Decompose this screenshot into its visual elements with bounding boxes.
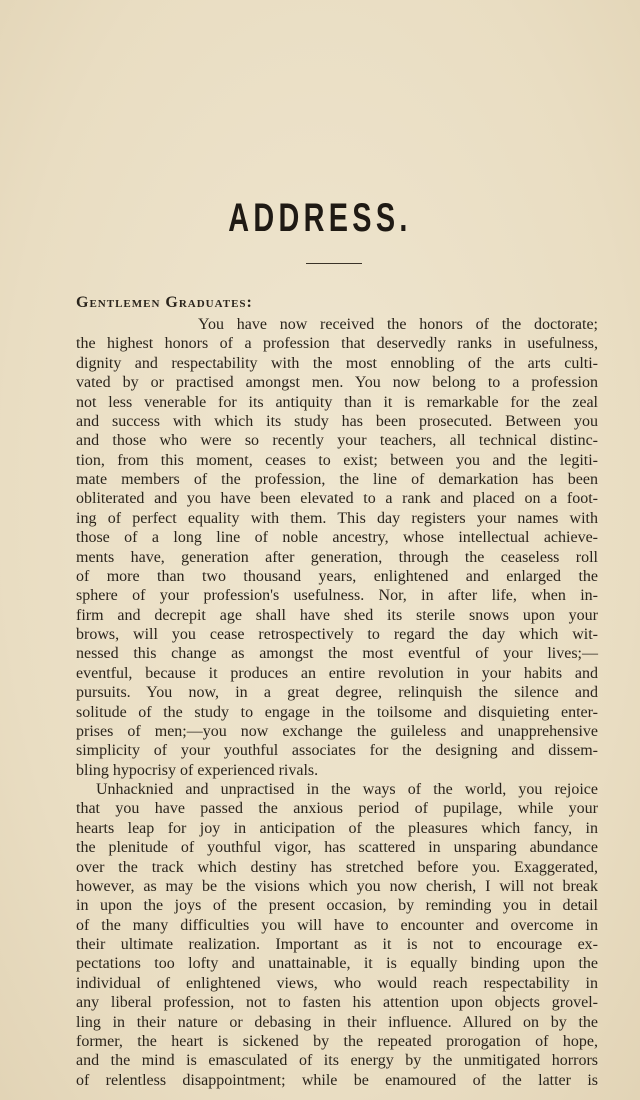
- text-line: tion, from this moment, ceases to exist; between you and the legiti-: [76, 451, 598, 469]
- text-line: of relentless disappointment; while be enamoured of the latter is: [76, 1071, 598, 1089]
- text-line: pectations too lofty and unattainable, it is equally binding upon the: [76, 955, 598, 973]
- text-line: those of a long line of noble ancestry, whose intellectual achieve-: [76, 529, 598, 547]
- text-line: dignity and respectability with the most ennobling of the arts culti-: [76, 354, 598, 372]
- title-rule: [306, 263, 362, 264]
- text-line: however, as may be the visions which you now cherish, I will not break: [76, 877, 598, 895]
- text-line: of more than two thousand years, enlightened and enlarged the: [76, 567, 598, 585]
- text-line: any liberal profession, not to fasten his attention upon objects grovel-: [76, 994, 598, 1012]
- text-line: sphere of your profession's usefulness. Nor, in after life, when in-: [76, 587, 598, 605]
- text-line: simplicity of your youthful associates for the designing and dissem-: [76, 742, 598, 760]
- text-line: hearts leap for joy in anticipation of the pleasures which fancy, in: [76, 819, 598, 837]
- text-line: and the mind is emasculated of its energy by the unmitigated horrors: [76, 1052, 598, 1070]
- text-line: prises of men;—you now exchange the guileless and unapprehensive: [76, 722, 598, 740]
- salutation: Gentlemen Graduates:: [76, 294, 253, 311]
- text-line: and those who were so recently your teachers, all technical distinc-: [76, 432, 598, 450]
- text-line: individual of enlightened views, who would reach respectability in: [76, 974, 598, 992]
- text-line: ments have, generation after generation, through the ceaseless roll: [76, 548, 598, 566]
- text-line: eventful, because it produces an entire revolution in your habits and: [76, 664, 598, 682]
- text-line: solitude of the study to engage in the toilsome and disquieting enter-: [76, 703, 598, 721]
- text-line: mate members of the profession, the line of demarkation has been: [76, 471, 598, 488]
- text-line: their ultimate realization. Important as it is not to encourage ex-: [76, 936, 598, 953]
- text-line: the highest honors of a profession that deservedly ranks in usefulness,: [76, 335, 598, 353]
- page-title: ADDRESS.: [228, 196, 412, 240]
- text-line: You have now received the honors of the doctorate;: [198, 316, 598, 333]
- text-line: that you have passed the anxious period of pupilage, while your: [76, 800, 598, 818]
- text-line: pursuits. You now, in a great degree, relinquish the silence and: [76, 684, 598, 702]
- text-line: nessed this change as amongst the most eventful of your lives;—: [76, 645, 598, 663]
- text-line: in upon the joys of the present occasion, by reminding you in detail: [76, 897, 598, 915]
- text-line: of the many difficulties you will have to encounter and overcome in: [76, 916, 598, 934]
- text-line: and success with which its study has been prosecuted. Between you: [76, 412, 598, 430]
- text-line: not less venerable for its antiquity than it is remarkable for the zeal: [76, 393, 598, 411]
- text-line: the plenitude of youthful vigor, has scattered in unsparing abundance: [76, 839, 598, 857]
- text-line: ling in their nature or debasing in their influence. Allured on by the: [76, 1013, 598, 1031]
- text-line: firm and decrepit age shall have shed its sterile snows upon your: [76, 606, 598, 624]
- body-text: [76, 315, 598, 1090]
- text-line: brows, will you cease retrospectively to regard the day which wit-: [76, 626, 598, 643]
- text-line: over the track which destiny has stretched before you. Exaggerated,: [76, 858, 598, 876]
- text-line: Unhacknied and unpractised in the ways of the world, you rejoice: [96, 781, 598, 798]
- text-line: former, the heart is sickened by the repeated prorogation of hope,: [76, 1032, 598, 1050]
- text-line: ing of perfect equality with them. This day registers your names with: [76, 509, 598, 527]
- text-line: obliterated and you have been elevated to a rank and placed on a foot-: [76, 490, 598, 508]
- text-line: bling hypocrisy of experienced rivals.: [76, 761, 319, 779]
- text-line: vated by or practised amongst men. You now belong to a profession: [76, 374, 598, 392]
